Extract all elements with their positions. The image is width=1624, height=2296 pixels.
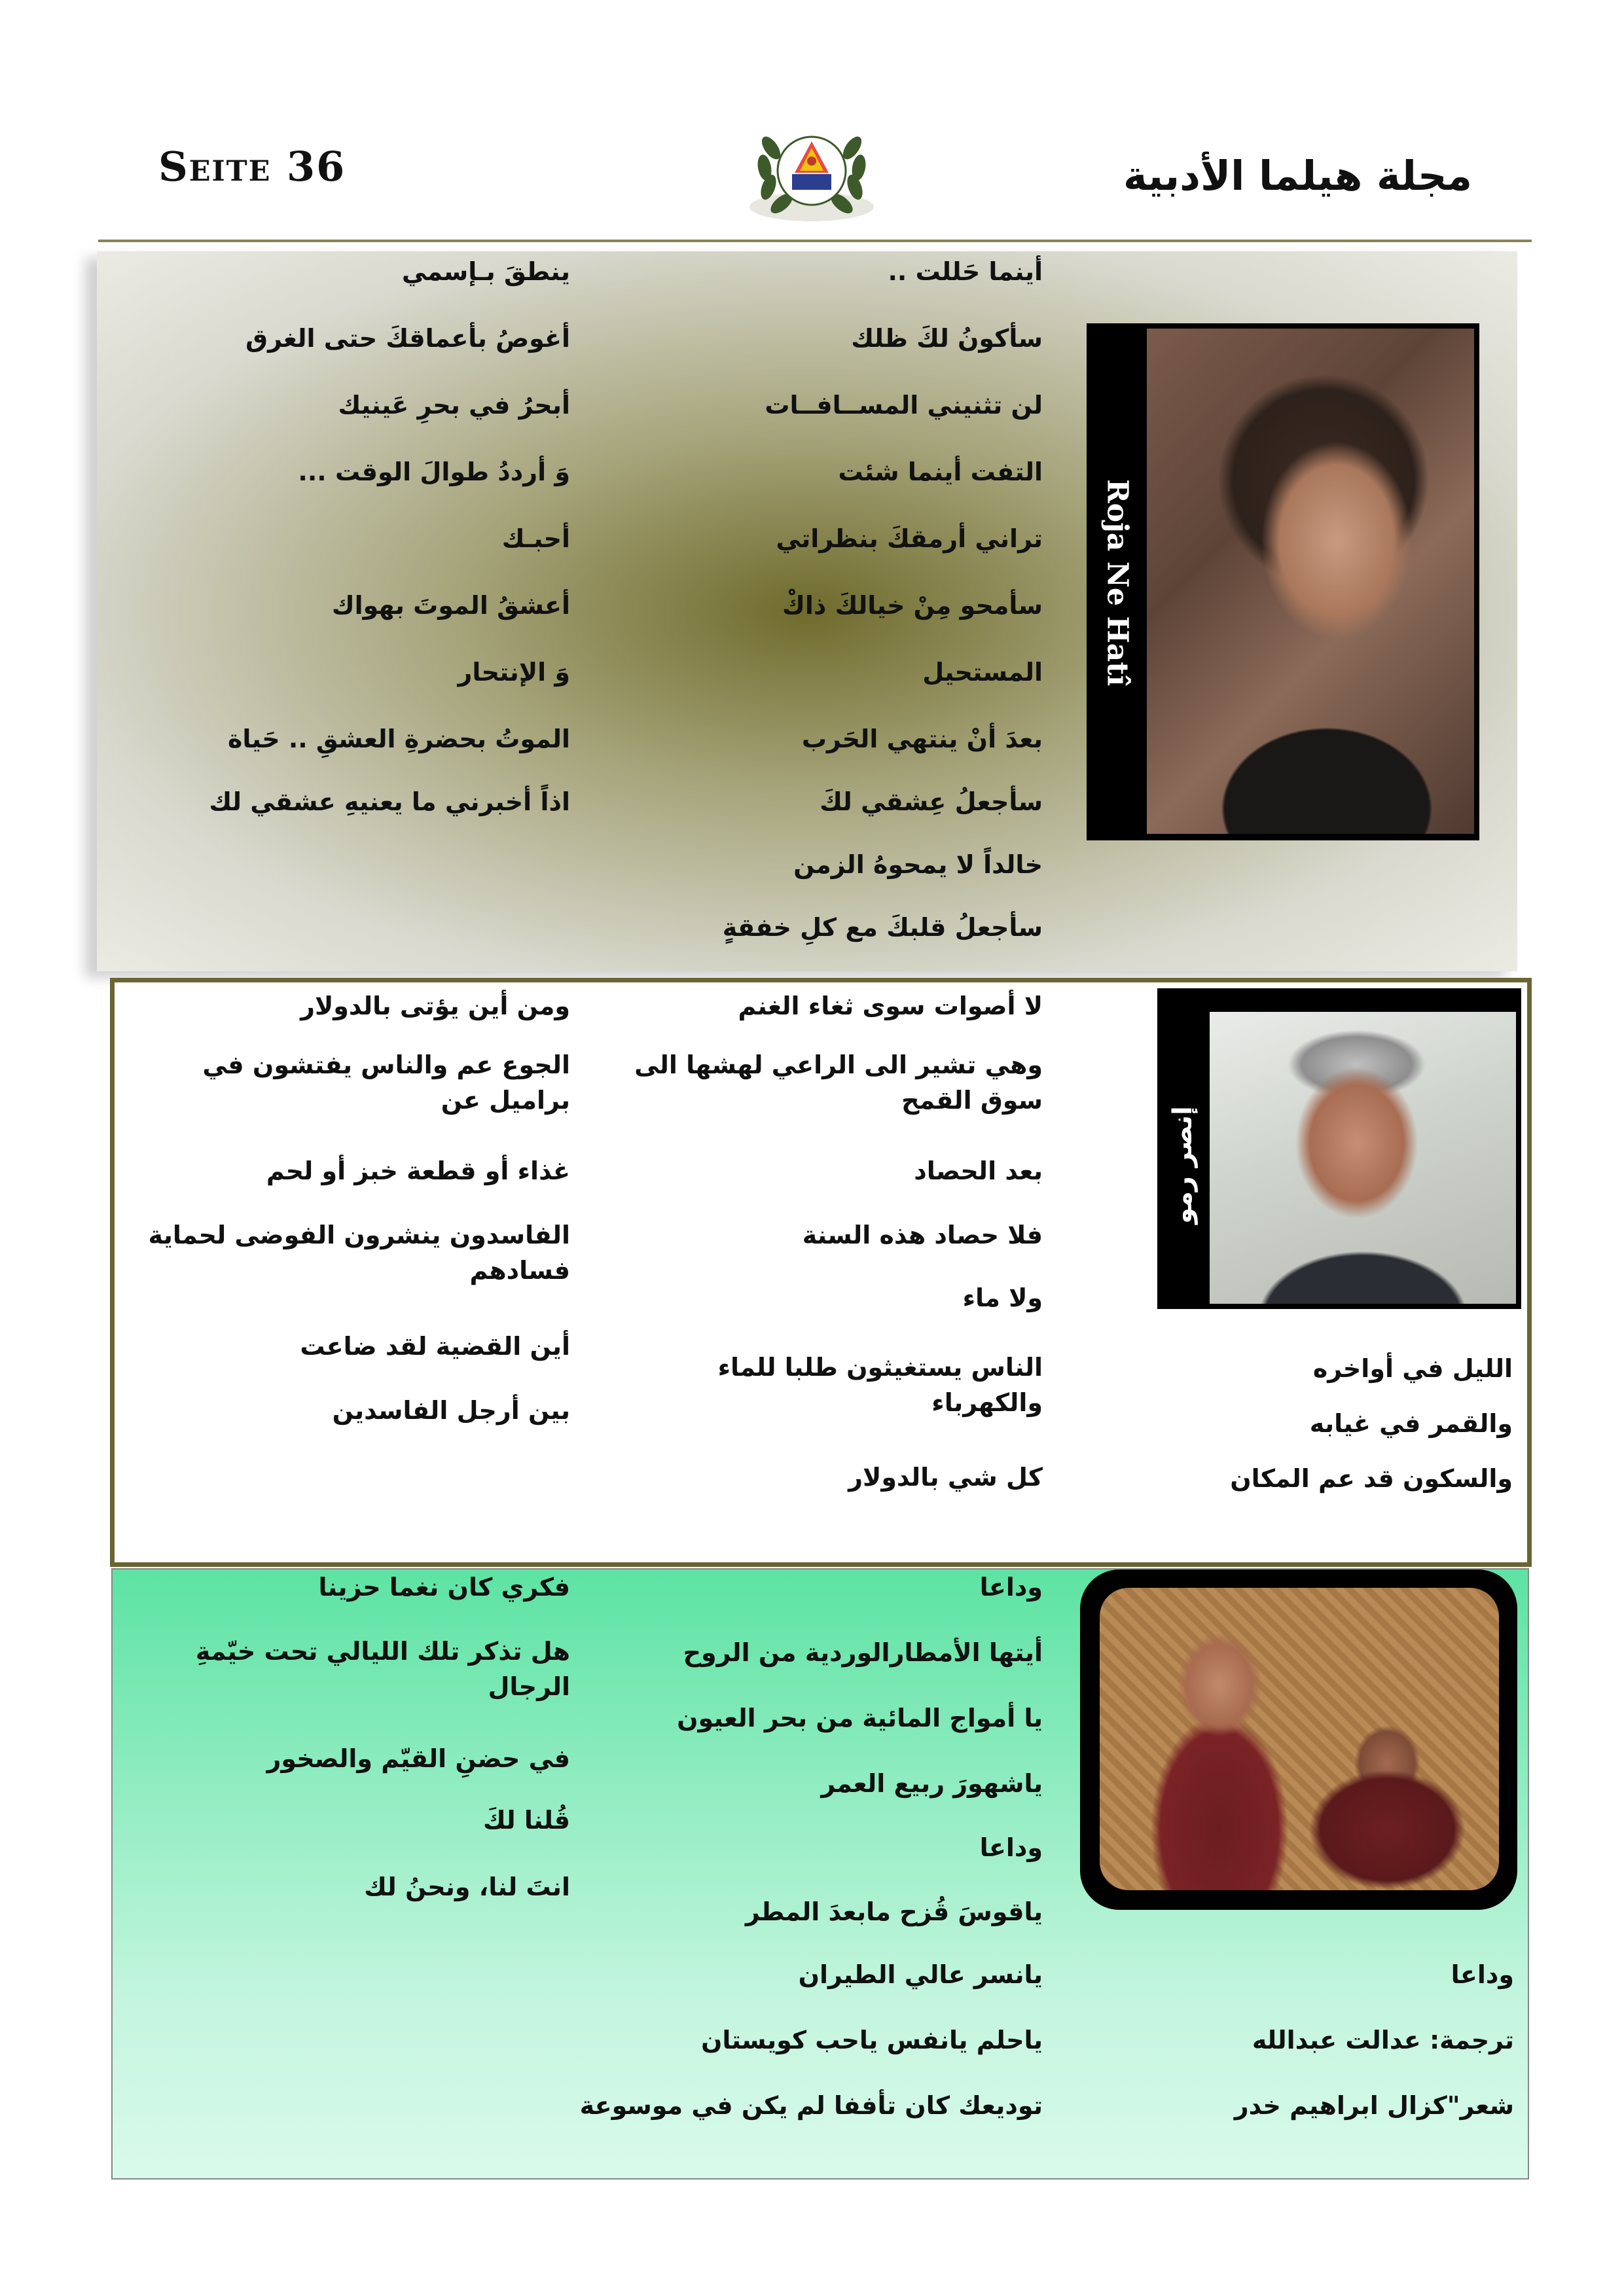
- magazine-title: مجلة هيلما الأدبية: [1123, 152, 1472, 200]
- poem-line: سأكونُ لكَ ظلك: [851, 324, 1043, 353]
- poem-line: ينطقَ بـإسمي: [401, 257, 570, 286]
- poem-line: هل تذكر تلك الليالي تحت خيّمةِ الرجال: [195, 1637, 570, 1701]
- poem-line: وهي تشير الى الراعي لهشها الى سوق القمح: [634, 1050, 1043, 1115]
- poem-line: بين أرجل الفاسدين: [332, 1396, 570, 1425]
- poem-line: أيتها الأمطارالوردية من الروح: [683, 1638, 1043, 1667]
- header-divider: [98, 240, 1532, 242]
- poem-line: يا أمواج المائية من بحر العيون: [677, 1704, 1043, 1732]
- poem-line: لا أصوات سوى ثغاء الغنم: [738, 992, 1043, 1020]
- poem-line: خالداً لا يمحوهُ الزمن: [793, 850, 1043, 879]
- poem-line: الفاسدون ينشرون الفوضى لحماية فسادهم: [148, 1221, 570, 1285]
- poet-photo: [1100, 1588, 1499, 1890]
- poem-line: أحبـك: [501, 524, 570, 553]
- poem-line: كل شي بالدولار: [848, 1463, 1043, 1492]
- poem-line: والسكون قد عم المكان: [1230, 1464, 1513, 1493]
- poet-photo: [1147, 329, 1474, 834]
- poem-line: وداعا: [979, 1833, 1043, 1862]
- magazine-logo: [746, 109, 877, 240]
- poem-line: يانسر عالي الطيران: [798, 1960, 1043, 1989]
- poem-line: سأجعلُ قلبكَ مع كلِ خفقةٍ: [722, 913, 1043, 942]
- poem-line: ياقوسَ قُزح مابعدَ المطر: [745, 1897, 1043, 1926]
- poem-line: انتَ لنا، ونحنُ لك: [364, 1873, 570, 1901]
- poem-line: ياحلم يانفس ياحب كويستان: [700, 2026, 1043, 2054]
- poem-line: وداعا: [1451, 1960, 1514, 1989]
- poem-line: اذاً أخبرني ما يعنيهِ عشقي لك: [209, 787, 570, 816]
- poem-line: الناس يستغيثون طلبا للماء والكهرباء: [717, 1353, 1043, 1417]
- poet-name: Roja Ne Hatî: [1100, 478, 1134, 687]
- poem-line: وَ الإنتحار: [458, 658, 570, 687]
- poet-name: إنصر رمو: [1168, 1106, 1198, 1224]
- poem-line: بعدَ أنْ ينتهي الحَرب: [801, 725, 1043, 753]
- poem-line: التفت أينما شئت: [838, 457, 1043, 486]
- poem-line: توديعك كان تأففا لم يكن في موسوعة: [579, 2091, 1043, 2120]
- poem-line: الليل في أواخره: [1312, 1354, 1513, 1383]
- poem-line: الجوع عم والناس يفتشون في براميل عن: [202, 1050, 570, 1115]
- poem-line: أينما حَللت ..: [888, 257, 1043, 286]
- poem-line: والقمر في غيابه: [1309, 1409, 1513, 1438]
- poet-credit: شعر"كزال ابراهيم خدر: [1234, 2091, 1514, 2120]
- poet-photo: [1210, 1012, 1516, 1304]
- poem-line: أعشقُ الموتَ بهواك: [331, 591, 570, 620]
- poem-line: سأمحو مِنْ خيالكَ ذاكْ: [782, 591, 1043, 620]
- poem-line: أين القضية لقد ضاعت: [300, 1332, 570, 1361]
- poem-line: قُلنا لكَ: [482, 1806, 570, 1835]
- poem-line: وداعا: [979, 1573, 1043, 1602]
- poem-line: بعد الحصاد: [914, 1157, 1043, 1185]
- poem-line: لن تثنيني المســافــات: [765, 391, 1043, 420]
- poem-line: فكري كان نغما حزينا: [318, 1573, 570, 1602]
- poem-line: وَ أرددُ طوالَ الوقت ...: [298, 457, 570, 486]
- poem-line: أبحرُ في بحرِ عَينيك: [338, 391, 570, 420]
- page-number: Seite 36: [158, 143, 346, 190]
- poem-line: في حضنِ القيّم والصخور: [266, 1744, 570, 1773]
- translator-credit: ترجمة: عدالت عبدالله: [1252, 2026, 1514, 2054]
- poem-line: أغوصُ بأعماقكَ حتى الغرق: [245, 324, 570, 353]
- poem-line: سأجعلُ عِشقي لكَ: [820, 787, 1043, 816]
- poem-line: الموتُ بحضرةِ العشقِ .. حَياة: [227, 725, 570, 753]
- poem-line: فلا حصاد هذه السنة: [802, 1221, 1043, 1249]
- poem-line: ياشهورَ ربيع العمر: [821, 1769, 1043, 1798]
- poem-line: ولا ماء: [962, 1283, 1043, 1312]
- poem-line: ومن أين يؤتى بالدولار: [300, 992, 570, 1020]
- poem-line: تراني أرمقكَ بنظراتي: [776, 524, 1043, 553]
- poem-line: المستحيل: [922, 658, 1043, 687]
- poem-line: غذاء أو قطعة خبز أو لحم: [266, 1157, 570, 1185]
